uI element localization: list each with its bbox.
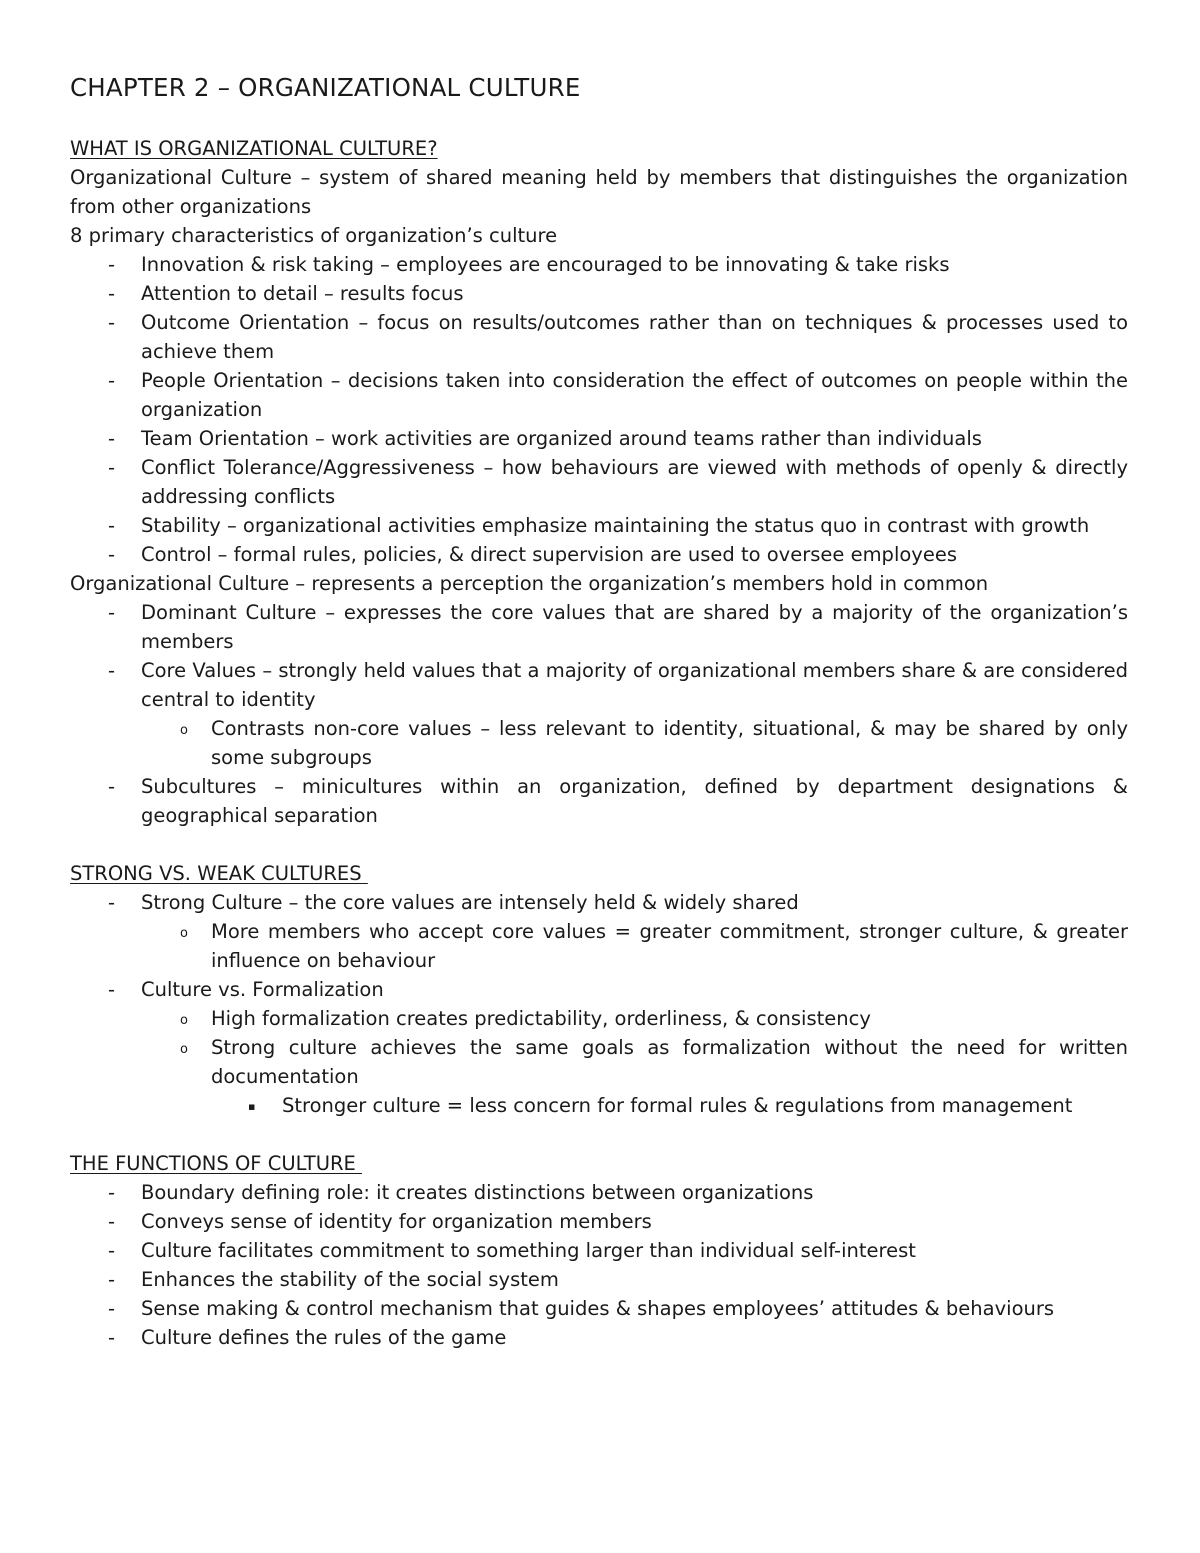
list-item-text: Enhances the stability of the social system (141, 1268, 559, 1291)
dash-bullet: - (108, 978, 116, 1001)
section-spacer (70, 1120, 1128, 1149)
list-item-text: Culture facilitates commitment to something larger than individual self-interest (141, 1239, 916, 1262)
list-item (70, 975, 1128, 1004)
dash-bullet: - (108, 1181, 116, 1204)
dash-bullet: - (108, 1210, 116, 1233)
list-item-text: Culture defines the rules of the game (141, 1326, 507, 1349)
list-item (70, 308, 1128, 366)
list-item-text: Team Orientation – work activities are organized around teams rather than individuals (141, 427, 982, 450)
section-heading-functions: THE FUNCTIONS OF CULTURE (70, 1152, 363, 1175)
dash-bullet: - (108, 369, 116, 392)
list-item (70, 1265, 1128, 1294)
dash-bullet: - (108, 282, 116, 305)
list-item (70, 540, 1128, 569)
list-item (70, 1294, 1128, 1323)
dash-bullet: - (108, 456, 116, 479)
definition-paragraph: Organizational Culture – system of shared meaning held by members that distinguishes the organization from other organizations (70, 166, 1128, 218)
section-heading-what-is-culture: WHAT IS ORGANIZATIONAL CULTURE? (70, 137, 438, 160)
list-item-text: Conflict Tolerance/Aggressiveness – how behaviours are viewed with methods of openly & directly addressing conflicts (141, 456, 1128, 508)
circle-bullet: o (180, 926, 188, 941)
sub-sub-list-item-text: Stronger culture = less concern for formal rules & regulations from management (282, 1094, 1073, 1117)
list-item-text: Stability – organizational activities emphasize maintaining the status quo in contrast with growth (141, 514, 1090, 537)
dash-bullet: - (108, 311, 116, 334)
list-item (70, 1178, 1128, 1207)
section-heading-strong-vs-weak: STRONG VS. WEAK CULTURES (70, 862, 368, 885)
list-item (70, 1323, 1128, 1352)
list-item-text: Core Values – strongly held values that a majority of organizational members share & are considered central to identity (141, 659, 1128, 711)
dash-bullet: - (108, 601, 116, 624)
list-item-text: Conveys sense of identity for organization members (141, 1210, 652, 1233)
list-item-text: Outcome Orientation – focus on results/outcomes rather than on techniques & processes used to achieve them (141, 311, 1128, 363)
list-item (70, 279, 1128, 308)
section-spacer (70, 830, 1128, 859)
list-item-text: Control – formal rules, policies, & direct supervision are used to oversee employees (141, 543, 957, 566)
list-item (70, 453, 1128, 511)
sub-list-item (70, 1004, 1128, 1033)
list-item-text: Subcultures – minicultures within an organization, defined by department designations & geographical separation (141, 775, 1128, 827)
dash-bullet: - (108, 543, 116, 566)
list-item (70, 598, 1128, 656)
list-item (70, 1207, 1128, 1236)
circle-bullet: o (180, 1013, 188, 1028)
dash-bullet: - (108, 514, 116, 537)
dash-bullet: - (108, 1239, 116, 1262)
perception-paragraph: Organizational Culture – represents a perception the organization’s members hold in common (70, 572, 989, 595)
list-item (70, 656, 1128, 714)
dash-bullet: - (108, 891, 116, 914)
square-bullet: ▪ (248, 1100, 256, 1113)
list-item (70, 424, 1128, 453)
circle-bullet: o (180, 723, 188, 738)
sub-list-item-text: More members who accept core values = greater commitment, stronger culture, & greater influence on behaviour (211, 920, 1128, 972)
dash-bullet: - (108, 253, 116, 276)
dash-bullet: - (108, 1297, 116, 1320)
list-item-text: Sense making & control mechanism that guides & shapes employees’ attitudes & behaviours (141, 1297, 1055, 1320)
circle-bullet: o (180, 1042, 188, 1057)
list-item (70, 250, 1128, 279)
dash-bullet: - (108, 427, 116, 450)
list-item-text: Attention to detail – results focus (141, 282, 464, 305)
list-item-text: Strong Culture – the core values are intensely held & widely shared (141, 891, 799, 914)
sub-list-item (70, 1033, 1128, 1091)
list-item (70, 511, 1128, 540)
list-item (70, 888, 1128, 917)
dash-bullet: - (108, 775, 116, 798)
dash-bullet: - (108, 1268, 116, 1291)
list-item (70, 366, 1128, 424)
sub-list-item-text: High formalization creates predictability, orderliness, & consistency (211, 1007, 871, 1030)
list-item-text: Innovation & risk taking – employees are encouraged to be innovating & take risks (141, 253, 950, 276)
sub-list-item (70, 917, 1128, 975)
list-item-text: Boundary defining role: it creates distinctions between organizations (141, 1181, 814, 1204)
dash-bullet: - (108, 659, 116, 682)
sub-list-item-text: Strong culture achieves the same goals as formalization without the need for written documentation (211, 1036, 1128, 1088)
list-item-text: Dominant Culture – expresses the core values that are shared by a majority of the organization’s members (141, 601, 1128, 653)
characteristics-intro: 8 primary characteristics of organization’s culture (70, 224, 558, 247)
dash-bullet: - (108, 1326, 116, 1349)
list-item-text: Culture vs. Formalization (141, 978, 384, 1001)
sub-sub-list-item (70, 1091, 1128, 1120)
sub-list-item (70, 714, 1128, 772)
list-item (70, 1236, 1128, 1265)
list-item (70, 772, 1128, 830)
sub-list-item-text: Contrasts non-core values – less relevant to identity, situational, & may be shared by only some subgroups (211, 717, 1128, 769)
chapter-title: CHAPTER 2 – ORGANIZATIONAL CULTURE (70, 73, 581, 102)
list-item-text: People Orientation – decisions taken into consideration the effect of outcomes on people within the organization (141, 369, 1128, 421)
